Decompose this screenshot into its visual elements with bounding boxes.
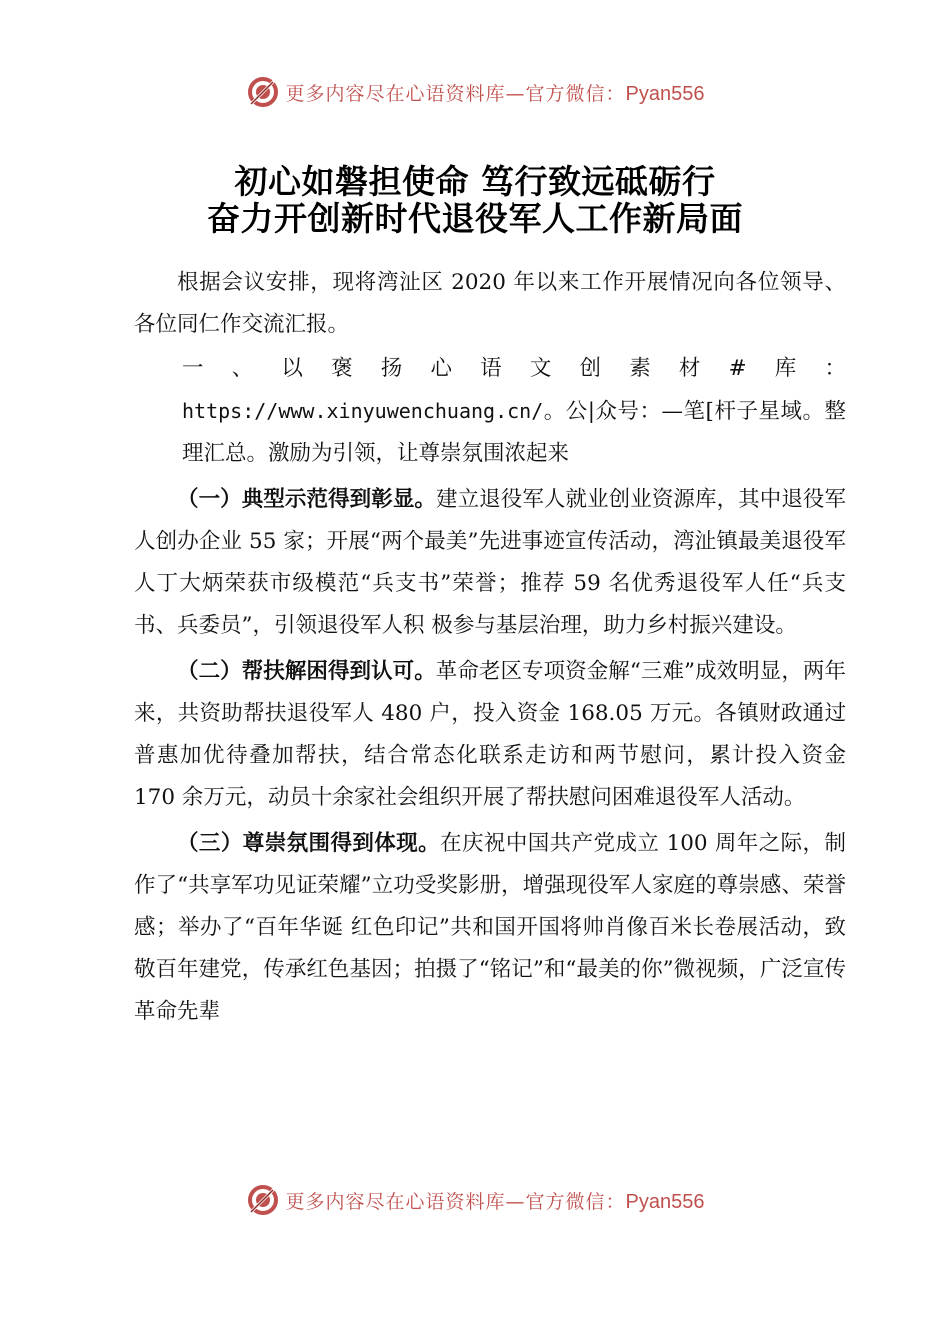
section-1-heading: （一）典型示范得到彰显。: [177, 487, 436, 512]
intro-paragraph: 根据会议安排，现将湾沚区 2020 年以来工作开展情况向各位领导、各位同仁作交流汇报。: [134, 270, 846, 337]
pen-circle-logo-icon: [246, 1183, 280, 1217]
banner-text: 更多内容尽在心语资料库—官方微信：Pyan556: [285, 1190, 705, 1213]
item-1-paragraph: 一、以褒扬心语文创素材#库：https://www.xinyuwenchuang.cn/。公|众号：—笔[杆子星域。整理汇总。激励为引领，让尊崇氛围浓起来: [182, 356, 846, 466]
document-title-line1: 初心如磐担使命 笃行致远砥砺行: [234, 162, 716, 201]
section-1: [134, 479, 846, 647]
source-link[interactable]: https://www.xinyuwenchuang.cn/: [182, 399, 544, 423]
pen-circle-logo-icon: [246, 75, 280, 109]
section-2-heading: （二）帮扶解困得到认可。: [177, 659, 436, 684]
document-title-line2: 奋力开创新时代退役军人工作新局面: [207, 199, 743, 238]
footer-banner: [0, 1178, 950, 1222]
header-banner: [0, 70, 950, 114]
document-body: [134, 262, 846, 1033]
banner-text: 更多内容尽在心语资料库—官方微信：Pyan556: [285, 82, 705, 105]
section-1-text: 建立退役军人就业创业资源库，其中退役军人创办企业 55 家；开展“两个最美”先进事迹宣传活动，湾沚镇最美退役军人丁大炳荣获市级模范“兵支书”荣誉；推荐 59 名优秀退役军人任“兵支书、兵委员”，引领退役军人积 极参与基层治理，助力乡村振兴建设。: [134, 487, 846, 638]
section-3-heading: （三）尊崇氛围得到体现。: [177, 831, 441, 856]
section-3: [134, 823, 846, 1033]
section-2: [134, 651, 846, 819]
section-2-text: 革命老区专项资金解“三难”成效明显，两年来，共资助帮扶退役军人 480 户，投入资金 168.05 万元。各镇财政通过普惠加优待叠加帮扶，结合常态化联系走访和两节慰问，累计投入资金 170 余万元，动员十余家社会组织开展了帮扶慰问困难退役军人活动。: [134, 659, 846, 810]
section-3-text: 在庆祝中国共产党成立 100 周年之际，制作了“共享军功见证荣耀”立功受奖影册，增强现役军人家庭的尊崇感、荣誉感；举办了“百年华诞 红色印记”共和国开国将帅肖像百米长卷展活动，致敬百年建党，传承红色基因；拍摄了“铭记”和“最美的你”微视频，广泛宣传革命先辈: [134, 831, 846, 1024]
